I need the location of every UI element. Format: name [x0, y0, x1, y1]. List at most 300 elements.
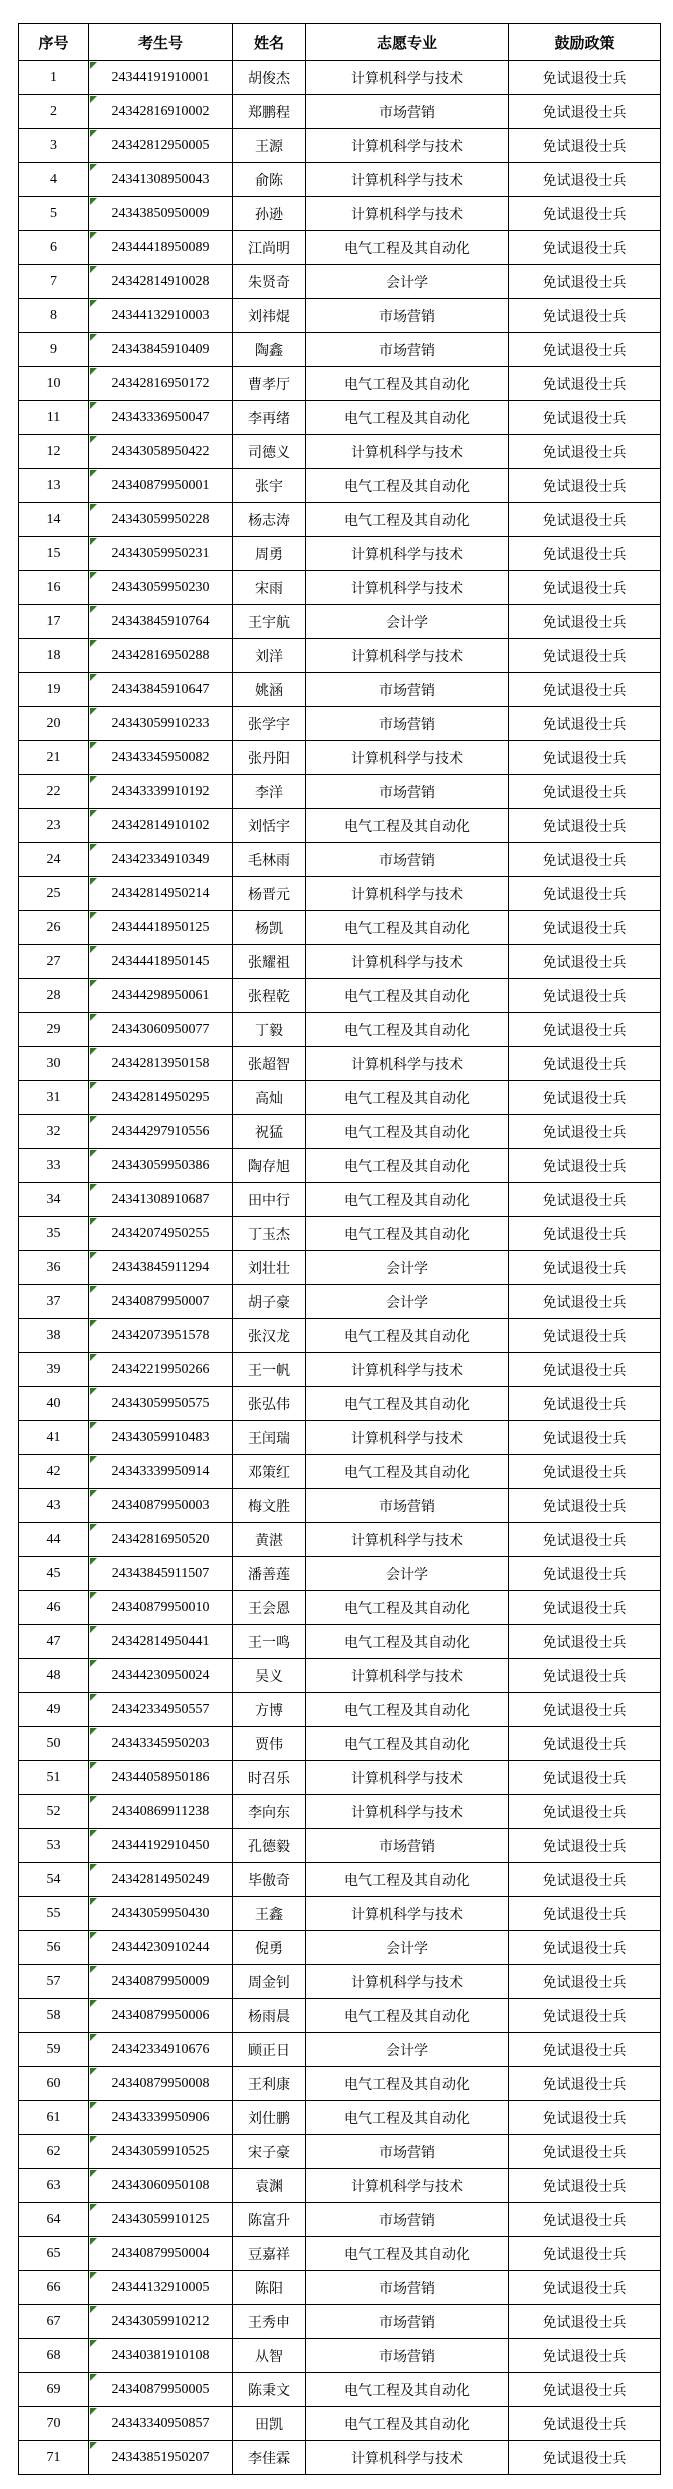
table-row [19, 1489, 661, 1523]
table-row [19, 2203, 661, 2237]
cell-policy: 免试退役士兵 [509, 775, 661, 809]
cell-exam-no [89, 537, 233, 571]
cell-exam-no [89, 401, 233, 435]
cell-exam-no [89, 775, 233, 809]
cell-seq: 49 [19, 1693, 89, 1727]
cell-name: 张宇 [233, 469, 306, 503]
cell-name: 王一帆 [233, 1353, 306, 1387]
cell-policy: 免试退役士兵 [509, 2373, 661, 2407]
cell-major: 计算机科学与技术 [306, 741, 509, 775]
cell-major: 电气工程及其自动化 [306, 1591, 509, 1625]
cell-major: 计算机科学与技术 [306, 1761, 509, 1795]
cell-policy: 免试退役士兵 [509, 1659, 661, 1693]
cell-exam-no [89, 2135, 233, 2169]
text-format-corner-marker-icon [90, 1694, 97, 1701]
cell-major: 会计学 [306, 2033, 509, 2067]
cell-seq: 30 [19, 1047, 89, 1081]
exam-no-text: 24342812950005 [111, 137, 210, 153]
cell-exam-no [89, 1217, 233, 1251]
cell-major: 计算机科学与技术 [306, 945, 509, 979]
cell-name: 从智 [233, 2339, 306, 2373]
text-format-corner-marker-icon [90, 164, 97, 171]
exam-no-text: 24344132910003 [111, 307, 210, 323]
cell-major: 计算机科学与技术 [306, 1795, 509, 1829]
cell-seq: 14 [19, 503, 89, 537]
cell-exam-no [89, 945, 233, 979]
cell-seq: 36 [19, 1251, 89, 1285]
cell-name: 贾伟 [233, 1727, 306, 1761]
cell-seq: 18 [19, 639, 89, 673]
text-format-corner-marker-icon [90, 2238, 97, 2245]
cell-seq: 53 [19, 1829, 89, 1863]
cell-seq: 46 [19, 1591, 89, 1625]
exam-no-text: 24344132910005 [111, 2279, 210, 2295]
cell-name: 孙逊 [233, 197, 306, 231]
cell-major: 计算机科学与技术 [306, 197, 509, 231]
cell-seq: 39 [19, 1353, 89, 1387]
cell-exam-no [89, 1353, 233, 1387]
admission-roster-table [18, 23, 661, 2475]
cell-major: 计算机科学与技术 [306, 1353, 509, 1387]
cell-name: 姚涵 [233, 673, 306, 707]
cell-exam-no [89, 843, 233, 877]
cell-seq: 22 [19, 775, 89, 809]
cell-name: 杨晋元 [233, 877, 306, 911]
exam-no-text: 24344418950089 [111, 239, 210, 255]
cell-seq: 52 [19, 1795, 89, 1829]
exam-no-text: 24344192910450 [111, 1837, 210, 1853]
cell-policy: 免试退役士兵 [509, 2271, 661, 2305]
text-format-corner-marker-icon [90, 1966, 97, 1973]
table-row [19, 877, 661, 911]
cell-major: 市场营销 [306, 1489, 509, 1523]
exam-no-text: 24343060950108 [111, 2177, 210, 2193]
text-format-corner-marker-icon [90, 1796, 97, 1803]
table-row [19, 299, 661, 333]
cell-exam-no [89, 707, 233, 741]
table-row [19, 333, 661, 367]
exam-no-text: 24342814950295 [111, 1089, 210, 1105]
cell-exam-no [89, 2237, 233, 2271]
cell-name: 刘壮壮 [233, 1251, 306, 1285]
cell-name: 刘祎焜 [233, 299, 306, 333]
table-row [19, 1115, 661, 1149]
cell-exam-no [89, 2101, 233, 2135]
text-format-corner-marker-icon [90, 1762, 97, 1769]
cell-name: 李洋 [233, 775, 306, 809]
table-row [19, 1523, 661, 1557]
table-row [19, 61, 661, 95]
cell-policy: 免试退役士兵 [509, 129, 661, 163]
cell-major: 市场营销 [306, 1829, 509, 1863]
cell-seq: 19 [19, 673, 89, 707]
exam-no-text: 24343059950231 [111, 545, 210, 561]
cell-major: 电气工程及其自动化 [306, 367, 509, 401]
cell-major: 市场营销 [306, 2203, 509, 2237]
cell-major: 电气工程及其自动化 [306, 1149, 509, 1183]
cell-exam-no [89, 1251, 233, 1285]
text-format-corner-marker-icon [90, 436, 97, 443]
exam-no-text: 24344418950145 [111, 953, 210, 969]
cell-seq: 54 [19, 1863, 89, 1897]
exam-no-text: 24340381910108 [111, 2347, 210, 2363]
cell-major: 电气工程及其自动化 [306, 1387, 509, 1421]
cell-policy: 免试退役士兵 [509, 537, 661, 571]
table-row [19, 707, 661, 741]
table-row [19, 2339, 661, 2373]
text-format-corner-marker-icon [90, 2272, 97, 2279]
cell-policy: 免试退役士兵 [509, 911, 661, 945]
table-row [19, 2101, 661, 2135]
cell-name: 李向东 [233, 1795, 306, 1829]
exam-no-text: 24343336950047 [111, 409, 210, 425]
table-row [19, 741, 661, 775]
exam-no-text: 24342813950158 [111, 1055, 210, 1071]
exam-no-text: 24343339910192 [111, 783, 210, 799]
cell-major: 计算机科学与技术 [306, 129, 509, 163]
exam-no-text: 24343845911507 [111, 1565, 210, 1581]
table-row [19, 1387, 661, 1421]
cell-major: 市场营销 [306, 333, 509, 367]
table-row [19, 367, 661, 401]
exam-no-text: 24340879950008 [111, 2075, 210, 2091]
text-format-corner-marker-icon [90, 2068, 97, 2075]
cell-seq: 23 [19, 809, 89, 843]
exam-no-text: 24342814950249 [111, 1871, 210, 1887]
cell-seq: 38 [19, 1319, 89, 1353]
table-row [19, 1183, 661, 1217]
cell-exam-no [89, 1081, 233, 1115]
table-row [19, 2067, 661, 2101]
cell-major: 电气工程及其自动化 [306, 1625, 509, 1659]
cell-policy: 免试退役士兵 [509, 163, 661, 197]
cell-seq: 21 [19, 741, 89, 775]
cell-major: 计算机科学与技术 [306, 877, 509, 911]
text-format-corner-marker-icon [90, 1048, 97, 1055]
text-format-corner-marker-icon [90, 1014, 97, 1021]
cell-seq: 7 [19, 265, 89, 299]
cell-policy: 免试退役士兵 [509, 1625, 661, 1659]
text-format-corner-marker-icon [90, 912, 97, 919]
cell-policy: 免试退役士兵 [509, 1863, 661, 1897]
cell-major: 计算机科学与技术 [306, 1659, 509, 1693]
table-row [19, 639, 661, 673]
exam-no-text: 24342816950172 [111, 375, 210, 391]
cell-seq: 42 [19, 1455, 89, 1489]
cell-exam-no [89, 231, 233, 265]
table-row [19, 1353, 661, 1387]
text-format-corner-marker-icon [90, 572, 97, 579]
cell-name: 刘洋 [233, 639, 306, 673]
text-format-corner-marker-icon [90, 1490, 97, 1497]
cell-name: 俞陈 [233, 163, 306, 197]
text-format-corner-marker-icon [90, 1456, 97, 1463]
cell-policy: 免试退役士兵 [509, 333, 661, 367]
cell-name: 时召乐 [233, 1761, 306, 1795]
text-format-corner-marker-icon [90, 776, 97, 783]
cell-seq: 48 [19, 1659, 89, 1693]
cell-policy: 免试退役士兵 [509, 265, 661, 299]
cell-exam-no [89, 2305, 233, 2339]
exam-no-text: 24343059910233 [111, 715, 210, 731]
table-row [19, 809, 661, 843]
table-row [19, 1693, 661, 1727]
cell-seq: 32 [19, 1115, 89, 1149]
exam-no-text: 24344298950061 [111, 987, 210, 1003]
table-row [19, 911, 661, 945]
cell-exam-no [89, 367, 233, 401]
cell-seq: 6 [19, 231, 89, 265]
cell-name: 杨凯 [233, 911, 306, 945]
cell-name: 方博 [233, 1693, 306, 1727]
cell-exam-no [89, 1455, 233, 1489]
exam-no-text: 24342074950255 [111, 1225, 210, 1241]
table-row [19, 1863, 661, 1897]
cell-name: 陈阳 [233, 2271, 306, 2305]
cell-seq: 56 [19, 1931, 89, 1965]
text-format-corner-marker-icon [90, 1592, 97, 1599]
table-row [19, 979, 661, 1013]
table-row [19, 1897, 661, 1931]
cell-major: 市场营销 [306, 707, 509, 741]
cell-seq: 13 [19, 469, 89, 503]
cell-seq: 11 [19, 401, 89, 435]
col-header-name: 姓名 [233, 24, 306, 61]
cell-policy: 免试退役士兵 [509, 1931, 661, 1965]
text-format-corner-marker-icon [90, 1558, 97, 1565]
cell-major: 计算机科学与技术 [306, 2169, 509, 2203]
exam-no-text: 24343059950386 [111, 1157, 210, 1173]
cell-policy: 免试退役士兵 [509, 401, 661, 435]
cell-exam-no [89, 1795, 233, 1829]
table-row [19, 503, 661, 537]
cell-major: 电气工程及其自动化 [306, 503, 509, 537]
exam-no-text: 24340879950001 [111, 477, 210, 493]
exam-no-text: 24343851950207 [111, 2449, 210, 2465]
cell-major: 市场营销 [306, 775, 509, 809]
text-format-corner-marker-icon [90, 606, 97, 613]
cell-major: 电气工程及其自动化 [306, 401, 509, 435]
cell-exam-no [89, 979, 233, 1013]
exam-no-text: 24342334950557 [111, 1701, 210, 1717]
cell-major: 电气工程及其自动化 [306, 1013, 509, 1047]
cell-policy: 免试退役士兵 [509, 367, 661, 401]
cell-name: 周勇 [233, 537, 306, 571]
table-row [19, 2237, 661, 2271]
cell-major: 电气工程及其自动化 [306, 979, 509, 1013]
col-header-seq: 序号 [19, 24, 89, 61]
cell-seq: 61 [19, 2101, 89, 2135]
text-format-corner-marker-icon [90, 2340, 97, 2347]
cell-major: 电气工程及其自动化 [306, 1455, 509, 1489]
cell-major: 电气工程及其自动化 [306, 1115, 509, 1149]
cell-policy: 免试退役士兵 [509, 1489, 661, 1523]
cell-exam-no [89, 2271, 233, 2305]
cell-seq: 12 [19, 435, 89, 469]
cell-exam-no [89, 197, 233, 231]
cell-exam-no [89, 1523, 233, 1557]
cell-policy: 免试退役士兵 [509, 231, 661, 265]
table-row [19, 129, 661, 163]
cell-policy: 免试退役士兵 [509, 741, 661, 775]
cell-name: 朱贤奇 [233, 265, 306, 299]
cell-exam-no [89, 1387, 233, 1421]
cell-exam-no [89, 1625, 233, 1659]
cell-policy: 免试退役士兵 [509, 2169, 661, 2203]
cell-seq: 9 [19, 333, 89, 367]
cell-policy: 免试退役士兵 [509, 469, 661, 503]
table-row [19, 2407, 661, 2441]
cell-policy: 免试退役士兵 [509, 2033, 661, 2067]
text-format-corner-marker-icon [90, 1660, 97, 1667]
cell-exam-no [89, 605, 233, 639]
text-format-corner-marker-icon [90, 334, 97, 341]
cell-exam-no [89, 877, 233, 911]
cell-seq: 2 [19, 95, 89, 129]
cell-seq: 64 [19, 2203, 89, 2237]
cell-exam-no [89, 2441, 233, 2475]
text-format-corner-marker-icon [90, 266, 97, 273]
cell-exam-no [89, 1115, 233, 1149]
exam-no-text: 24342219950266 [111, 1361, 210, 1377]
cell-policy: 免试退役士兵 [509, 1727, 661, 1761]
cell-major: 市场营销 [306, 2305, 509, 2339]
cell-major: 电气工程及其自动化 [306, 1727, 509, 1761]
table-row [19, 2441, 661, 2475]
exam-no-text: 24343059910483 [111, 1429, 210, 1445]
table-row [19, 1625, 661, 1659]
exam-no-text: 24344297910556 [111, 1123, 210, 1139]
exam-no-text: 24340879950006 [111, 2007, 210, 2023]
text-format-corner-marker-icon [90, 1864, 97, 1871]
exam-no-text: 24343845911294 [111, 1259, 210, 1275]
cell-name: 李再绪 [233, 401, 306, 435]
cell-seq: 40 [19, 1387, 89, 1421]
cell-name: 梅文胜 [233, 1489, 306, 1523]
cell-name: 邓策红 [233, 1455, 306, 1489]
header-row [19, 24, 661, 61]
cell-name: 吴义 [233, 1659, 306, 1693]
cell-exam-no [89, 299, 233, 333]
table-row [19, 435, 661, 469]
text-format-corner-marker-icon [90, 1116, 97, 1123]
cell-major: 电气工程及其自动化 [306, 469, 509, 503]
table-row [19, 2169, 661, 2203]
cell-seq: 43 [19, 1489, 89, 1523]
cell-exam-no [89, 129, 233, 163]
exam-no-text: 24342814910028 [111, 273, 210, 289]
exam-no-text: 24343058950422 [111, 443, 210, 459]
text-format-corner-marker-icon [90, 1388, 97, 1395]
cell-seq: 47 [19, 1625, 89, 1659]
text-format-corner-marker-icon [90, 2034, 97, 2041]
cell-name: 黄湛 [233, 1523, 306, 1557]
cell-name: 丁毅 [233, 1013, 306, 1047]
cell-exam-no [89, 1557, 233, 1591]
cell-seq: 45 [19, 1557, 89, 1591]
cell-major: 计算机科学与技术 [306, 61, 509, 95]
cell-major: 市场营销 [306, 2339, 509, 2373]
cell-name: 丁玉杰 [233, 1217, 306, 1251]
cell-seq: 17 [19, 605, 89, 639]
cell-major: 会计学 [306, 1251, 509, 1285]
cell-exam-no [89, 1319, 233, 1353]
cell-name: 陶存旭 [233, 1149, 306, 1183]
text-format-corner-marker-icon [90, 198, 97, 205]
cell-policy: 免试退役士兵 [509, 843, 661, 877]
cell-name: 宋雨 [233, 571, 306, 605]
exam-no-text: 24340879950007 [111, 1293, 210, 1309]
cell-name: 王源 [233, 129, 306, 163]
exam-no-text: 24343845910647 [111, 681, 210, 697]
text-format-corner-marker-icon [90, 878, 97, 885]
cell-exam-no [89, 1931, 233, 1965]
cell-policy: 免试退役士兵 [509, 639, 661, 673]
cell-name: 王利康 [233, 2067, 306, 2101]
exam-no-text: 24342814950441 [111, 1633, 210, 1649]
cell-exam-no [89, 2203, 233, 2237]
cell-seq: 67 [19, 2305, 89, 2339]
cell-major: 计算机科学与技术 [306, 537, 509, 571]
table-row [19, 1999, 661, 2033]
cell-seq: 26 [19, 911, 89, 945]
cell-seq: 66 [19, 2271, 89, 2305]
cell-seq: 25 [19, 877, 89, 911]
cell-name: 顾正日 [233, 2033, 306, 2067]
cell-policy: 免试退役士兵 [509, 1421, 661, 1455]
cell-name: 倪勇 [233, 1931, 306, 1965]
text-format-corner-marker-icon [90, 1320, 97, 1327]
cell-policy: 免试退役士兵 [509, 1795, 661, 1829]
cell-policy: 免试退役士兵 [509, 1523, 661, 1557]
text-format-corner-marker-icon [90, 232, 97, 239]
cell-policy: 免试退役士兵 [509, 1999, 661, 2033]
table-row [19, 1455, 661, 1489]
cell-name: 陈秉文 [233, 2373, 306, 2407]
text-format-corner-marker-icon [90, 1524, 97, 1531]
exam-no-text: 24343845910764 [111, 613, 210, 629]
cell-name: 王鑫 [233, 1897, 306, 1931]
cell-exam-no [89, 469, 233, 503]
cell-exam-no [89, 1829, 233, 1863]
table-row [19, 1421, 661, 1455]
exam-no-text: 24343340950857 [111, 2415, 210, 2431]
cell-exam-no [89, 911, 233, 945]
text-format-corner-marker-icon [90, 810, 97, 817]
cell-seq: 20 [19, 707, 89, 741]
text-format-corner-marker-icon [90, 1150, 97, 1157]
cell-exam-no [89, 1421, 233, 1455]
cell-seq: 35 [19, 1217, 89, 1251]
text-format-corner-marker-icon [90, 1252, 97, 1259]
cell-exam-no [89, 809, 233, 843]
cell-exam-no [89, 1727, 233, 1761]
cell-major: 电气工程及其自动化 [306, 2237, 509, 2271]
cell-seq: 50 [19, 1727, 89, 1761]
text-format-corner-marker-icon [90, 742, 97, 749]
cell-policy: 免试退役士兵 [509, 1081, 661, 1115]
cell-major: 计算机科学与技术 [306, 639, 509, 673]
cell-major: 电气工程及其自动化 [306, 2373, 509, 2407]
text-format-corner-marker-icon [90, 62, 97, 69]
cell-seq: 15 [19, 537, 89, 571]
cell-major: 电气工程及其自动化 [306, 1999, 509, 2033]
exam-no-text: 24340879950005 [111, 2381, 210, 2397]
cell-name: 郑鹏程 [233, 95, 306, 129]
cell-seq: 69 [19, 2373, 89, 2407]
cell-seq: 62 [19, 2135, 89, 2169]
text-format-corner-marker-icon [90, 368, 97, 375]
